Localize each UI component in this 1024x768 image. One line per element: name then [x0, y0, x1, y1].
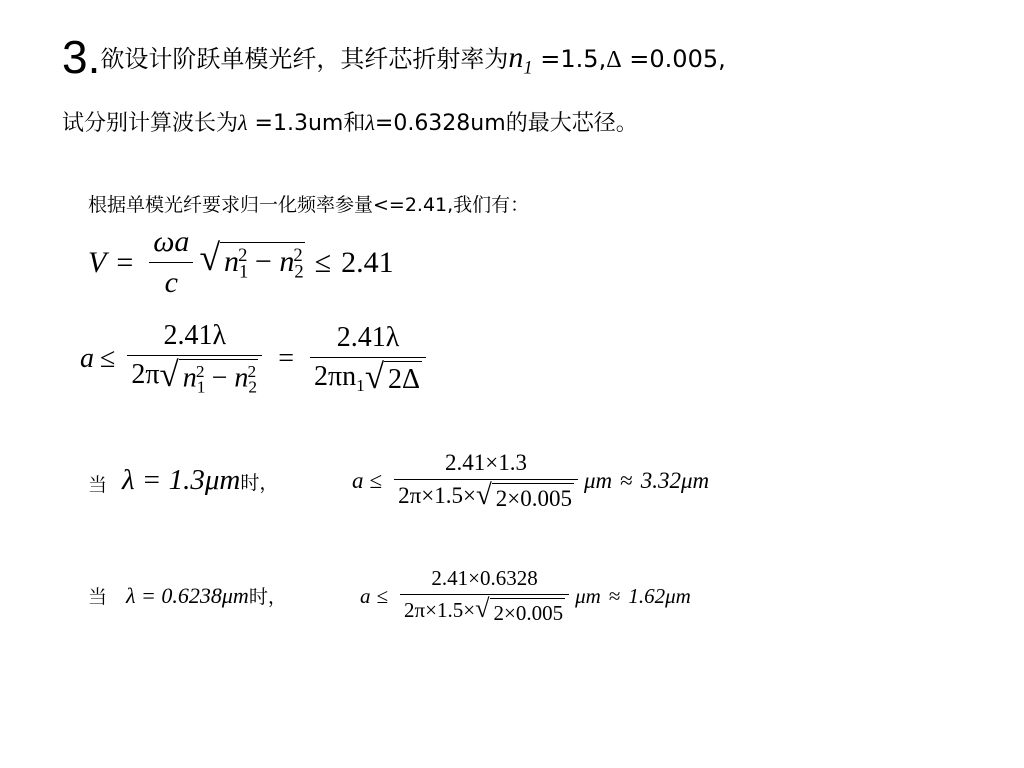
case1-shi: 时，	[240, 472, 279, 494]
lambda-symbol-1: λ	[238, 110, 248, 135]
case1-sqrt	[475, 479, 574, 512]
case1-result: 3.32μm	[640, 468, 710, 493]
case1-equation	[352, 450, 709, 512]
sqrt-sign: √	[475, 479, 492, 511]
n1-base: n	[508, 41, 524, 74]
case2-result: 1.62μm	[628, 583, 691, 608]
case2-condition	[126, 582, 287, 609]
and-text: 和	[343, 111, 366, 136]
eq-a-numerator-2: 2.41λ	[336, 321, 400, 353]
case2-equation	[360, 566, 691, 626]
n1-sub: 1	[523, 57, 533, 79]
case1-lhs: a	[352, 468, 364, 493]
case2-condition-value: λ = 0.6238μm	[126, 583, 249, 608]
eq-v-equals: =	[116, 245, 134, 279]
eq-a-sqrt-1	[159, 355, 259, 398]
case1-den-left: 2π×1.5×	[398, 483, 476, 508]
two-pi-n: 2πn	[313, 360, 357, 392]
lambda1-value: =1.3um	[247, 111, 344, 136]
two-pi-n1: $2\pi n_1$	[313, 360, 365, 395]
eq-a-denominator-1	[127, 356, 262, 398]
case2-den-left: 2π×1.5×	[404, 598, 476, 622]
problem-statement-line-1	[62, 31, 726, 83]
eq-a-denominator-2	[310, 358, 426, 396]
eq-v-sqrt	[199, 237, 304, 284]
problem-text: 欲设计阶跃单模光纤，其纤芯折射率为	[100, 45, 509, 73]
case2-leq: ≤	[376, 583, 389, 608]
sqrt-radicand: $n_1^2 - n_2^2$	[179, 359, 258, 398]
case1-label: 当	[88, 474, 108, 496]
eq-v-fraction	[149, 225, 193, 300]
eq-a-numerator-1: 2.41λ	[163, 320, 227, 351]
case2-numerator: 2.41×0.6328	[431, 566, 538, 590]
problem-text-2: 试分别计算波长为	[62, 111, 239, 136]
equation-normalized-frequency	[88, 225, 394, 300]
case2-sqrt	[475, 594, 565, 626]
n1-value: =1.5,	[532, 45, 607, 73]
eq-a-lhs: a	[80, 342, 94, 374]
case2-shi: 时，	[248, 586, 287, 608]
sqrt-sign: √	[475, 594, 490, 623]
eq-a-fraction-2	[310, 322, 426, 396]
eq-v-value: 2.41	[341, 245, 394, 279]
eq-a-equals: =	[278, 342, 294, 374]
delta-value: =0.005,	[621, 45, 726, 73]
eq-a-fraction-1	[127, 320, 262, 398]
case1-approx: ≈	[620, 468, 633, 493]
sqrt-sign: √	[199, 237, 221, 279]
eq-v-denominator: c	[164, 266, 178, 299]
problem-statement-line-2	[62, 106, 638, 137]
sqrt-radicand: $n_1^2 - n_2^2$	[220, 242, 305, 284]
case1-condition	[122, 464, 278, 497]
lambda2-value: =0.6328um	[374, 111, 506, 136]
eq-v-leq: ≤	[314, 245, 332, 279]
case1-condition-value: λ = 1.3μm	[122, 464, 241, 496]
case1-leq: ≤	[369, 468, 383, 493]
problem-number: 3.	[62, 31, 101, 83]
case2-lhs: a	[360, 583, 371, 608]
eq-v-lhs: V	[88, 245, 107, 279]
delta-symbol: Δ	[606, 47, 622, 73]
two-pi: 2π	[131, 359, 160, 390]
lambda-symbol-2: λ	[365, 110, 375, 135]
n1-symbol	[508, 41, 533, 79]
case1-numerator: 2.41×1.3	[445, 450, 528, 475]
sqrt-radicand: 2Δ	[384, 361, 422, 396]
case2-denominator	[400, 595, 569, 626]
sqrt-sign: √	[159, 355, 179, 394]
sqrt-sign: √	[364, 356, 385, 396]
case1-fraction	[394, 450, 578, 512]
problem-end-text: 的最大芯径。	[505, 111, 638, 136]
case1-denominator	[394, 480, 578, 512]
case2-fraction	[400, 566, 569, 626]
case2-radicand: 2×0.005	[490, 598, 566, 626]
case2-approx: ≈	[608, 583, 621, 608]
case2-label: 当	[88, 586, 108, 608]
single-mode-condition-note: 根据单模光纤要求归一化频率参量<=2.41,我们有：	[88, 194, 530, 216]
eq-v-numerator: ωa	[153, 225, 190, 258]
equation-core-radius	[80, 320, 432, 398]
eq-a-sqrt-2	[364, 356, 422, 396]
case1-radicand: 2×0.005	[492, 483, 574, 512]
eq-a-leq: ≤	[100, 342, 116, 374]
case1-unit: μm	[583, 468, 613, 493]
case2-unit: μm	[575, 583, 601, 608]
